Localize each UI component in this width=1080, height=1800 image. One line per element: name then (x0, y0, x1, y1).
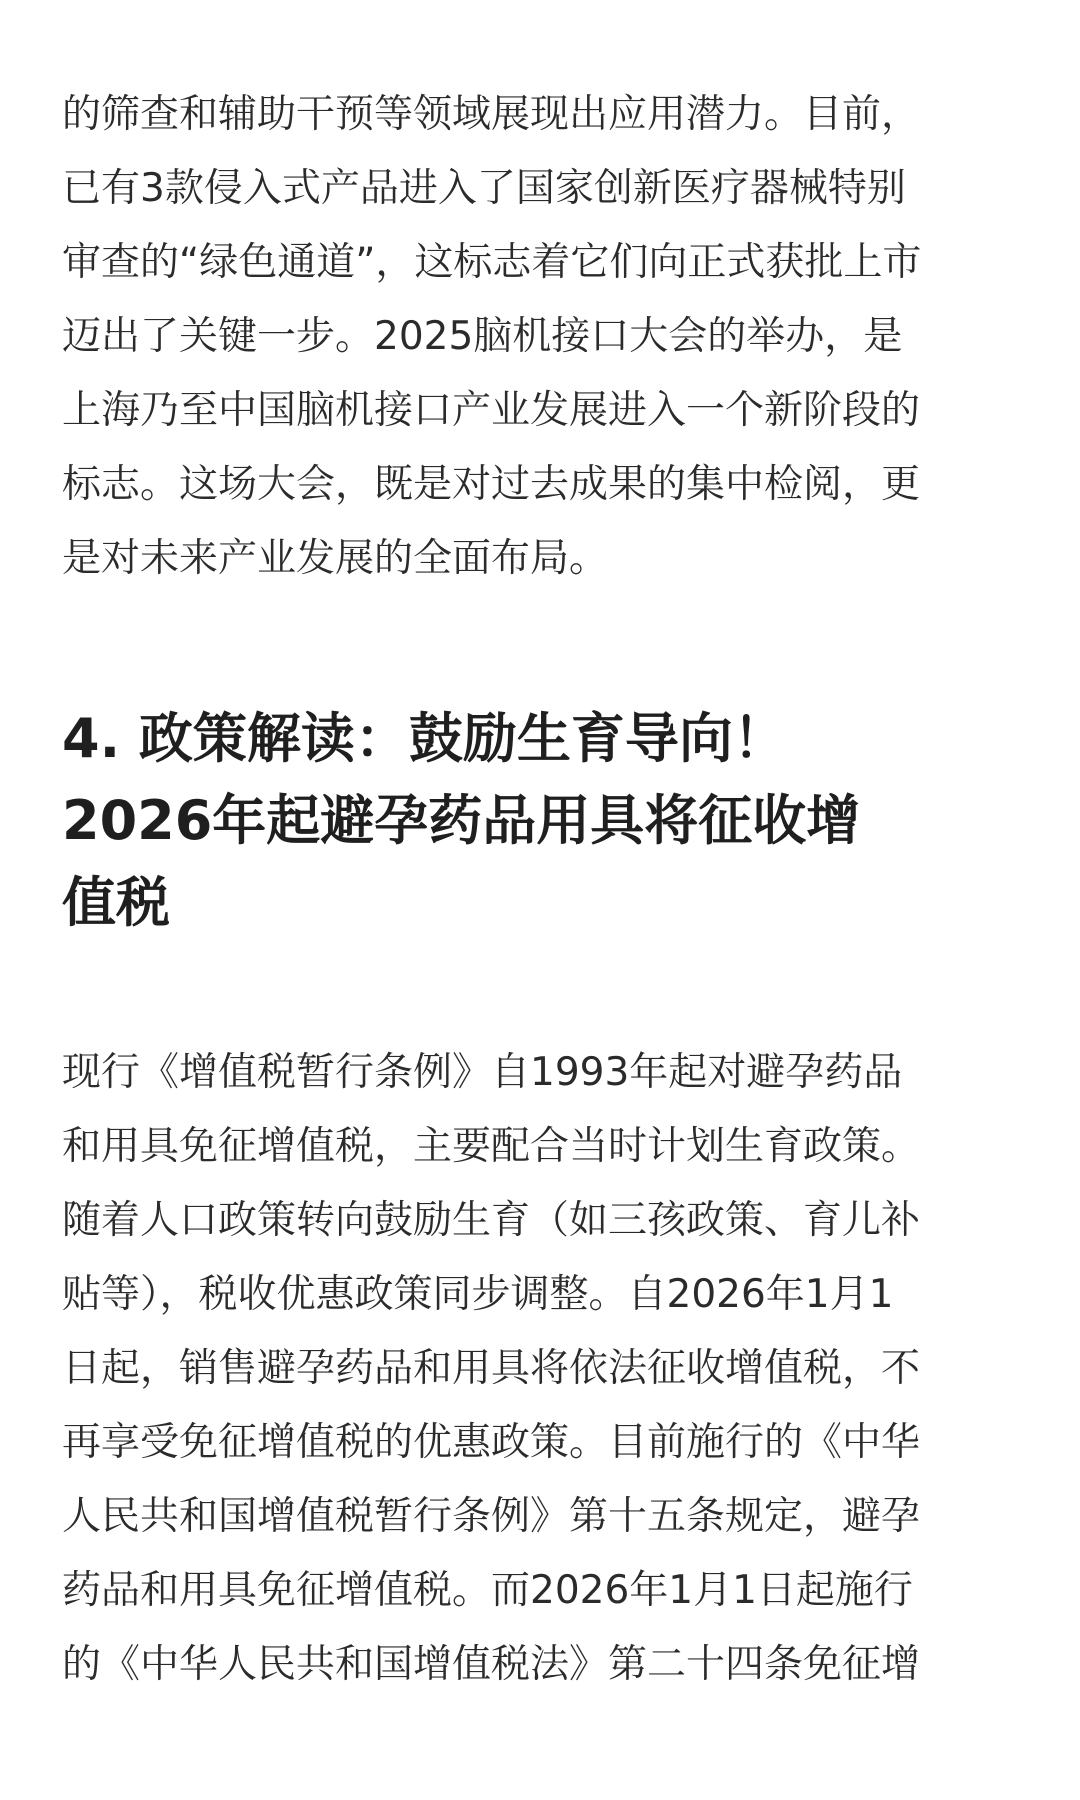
heading-line: 值税 (62, 871, 170, 934)
paragraph-line: 的《中华人民共和国增值税法》第二十四条免征增 (62, 1642, 921, 1687)
paragraph-line: 迈出了关键一步。2025脑机接口大会的举办，是 (62, 314, 903, 359)
paragraph-line: 人民共和国增值税暂行条例》第十五条规定，避孕 (62, 1494, 921, 1539)
section-heading (62, 698, 860, 944)
policy-paragraph (62, 1036, 920, 1702)
paragraph-line: 的筛查和辅助干预等领域展现出应用潜力。目前， (62, 92, 921, 137)
paragraph-line: 和用具免征增值税，主要配合当时计划生育政策。 (62, 1124, 921, 1169)
intro-paragraph (62, 78, 921, 596)
paragraph-line: 上海乃至中国脑机接口产业发展进入一个新阶段的 (62, 388, 921, 433)
paragraph-line: 日起，销售避孕药品和用具将依法征收增值税，不 (62, 1346, 921, 1391)
heading-line: 4. 政策解读：鼓励生育导向！ (62, 707, 787, 770)
paragraph-line: 随着人口政策转向鼓励生育（如三孩政策、育儿补 (62, 1198, 921, 1243)
paragraph-line: 已有3款侵入式产品进入了国家创新医疗器械特别 (62, 166, 906, 211)
paragraph-line: 再享受免征增值税的优惠政策。目前施行的《中华 (62, 1420, 921, 1465)
paragraph-line: 药品和用具免征增值税。而2026年1月1日起施行 (62, 1568, 913, 1613)
paragraph-line: 是对未来产业发展的全面布局。 (62, 536, 609, 581)
paragraph-line: 标志。这场大会，既是对过去成果的集中检阅，更 (62, 462, 921, 507)
paragraph-line: 现行《增值税暂行条例》自1993年起对避孕药品 (62, 1050, 903, 1095)
paragraph-line: 贴等），税收优惠政策同步调整。自2026年1月1 (62, 1272, 894, 1317)
paragraph-line: 审查的“绿色通道”，这标志着它们向正式获批上市 (62, 240, 922, 285)
heading-line: 2026年起避孕药品用具将征收增 (62, 789, 861, 852)
